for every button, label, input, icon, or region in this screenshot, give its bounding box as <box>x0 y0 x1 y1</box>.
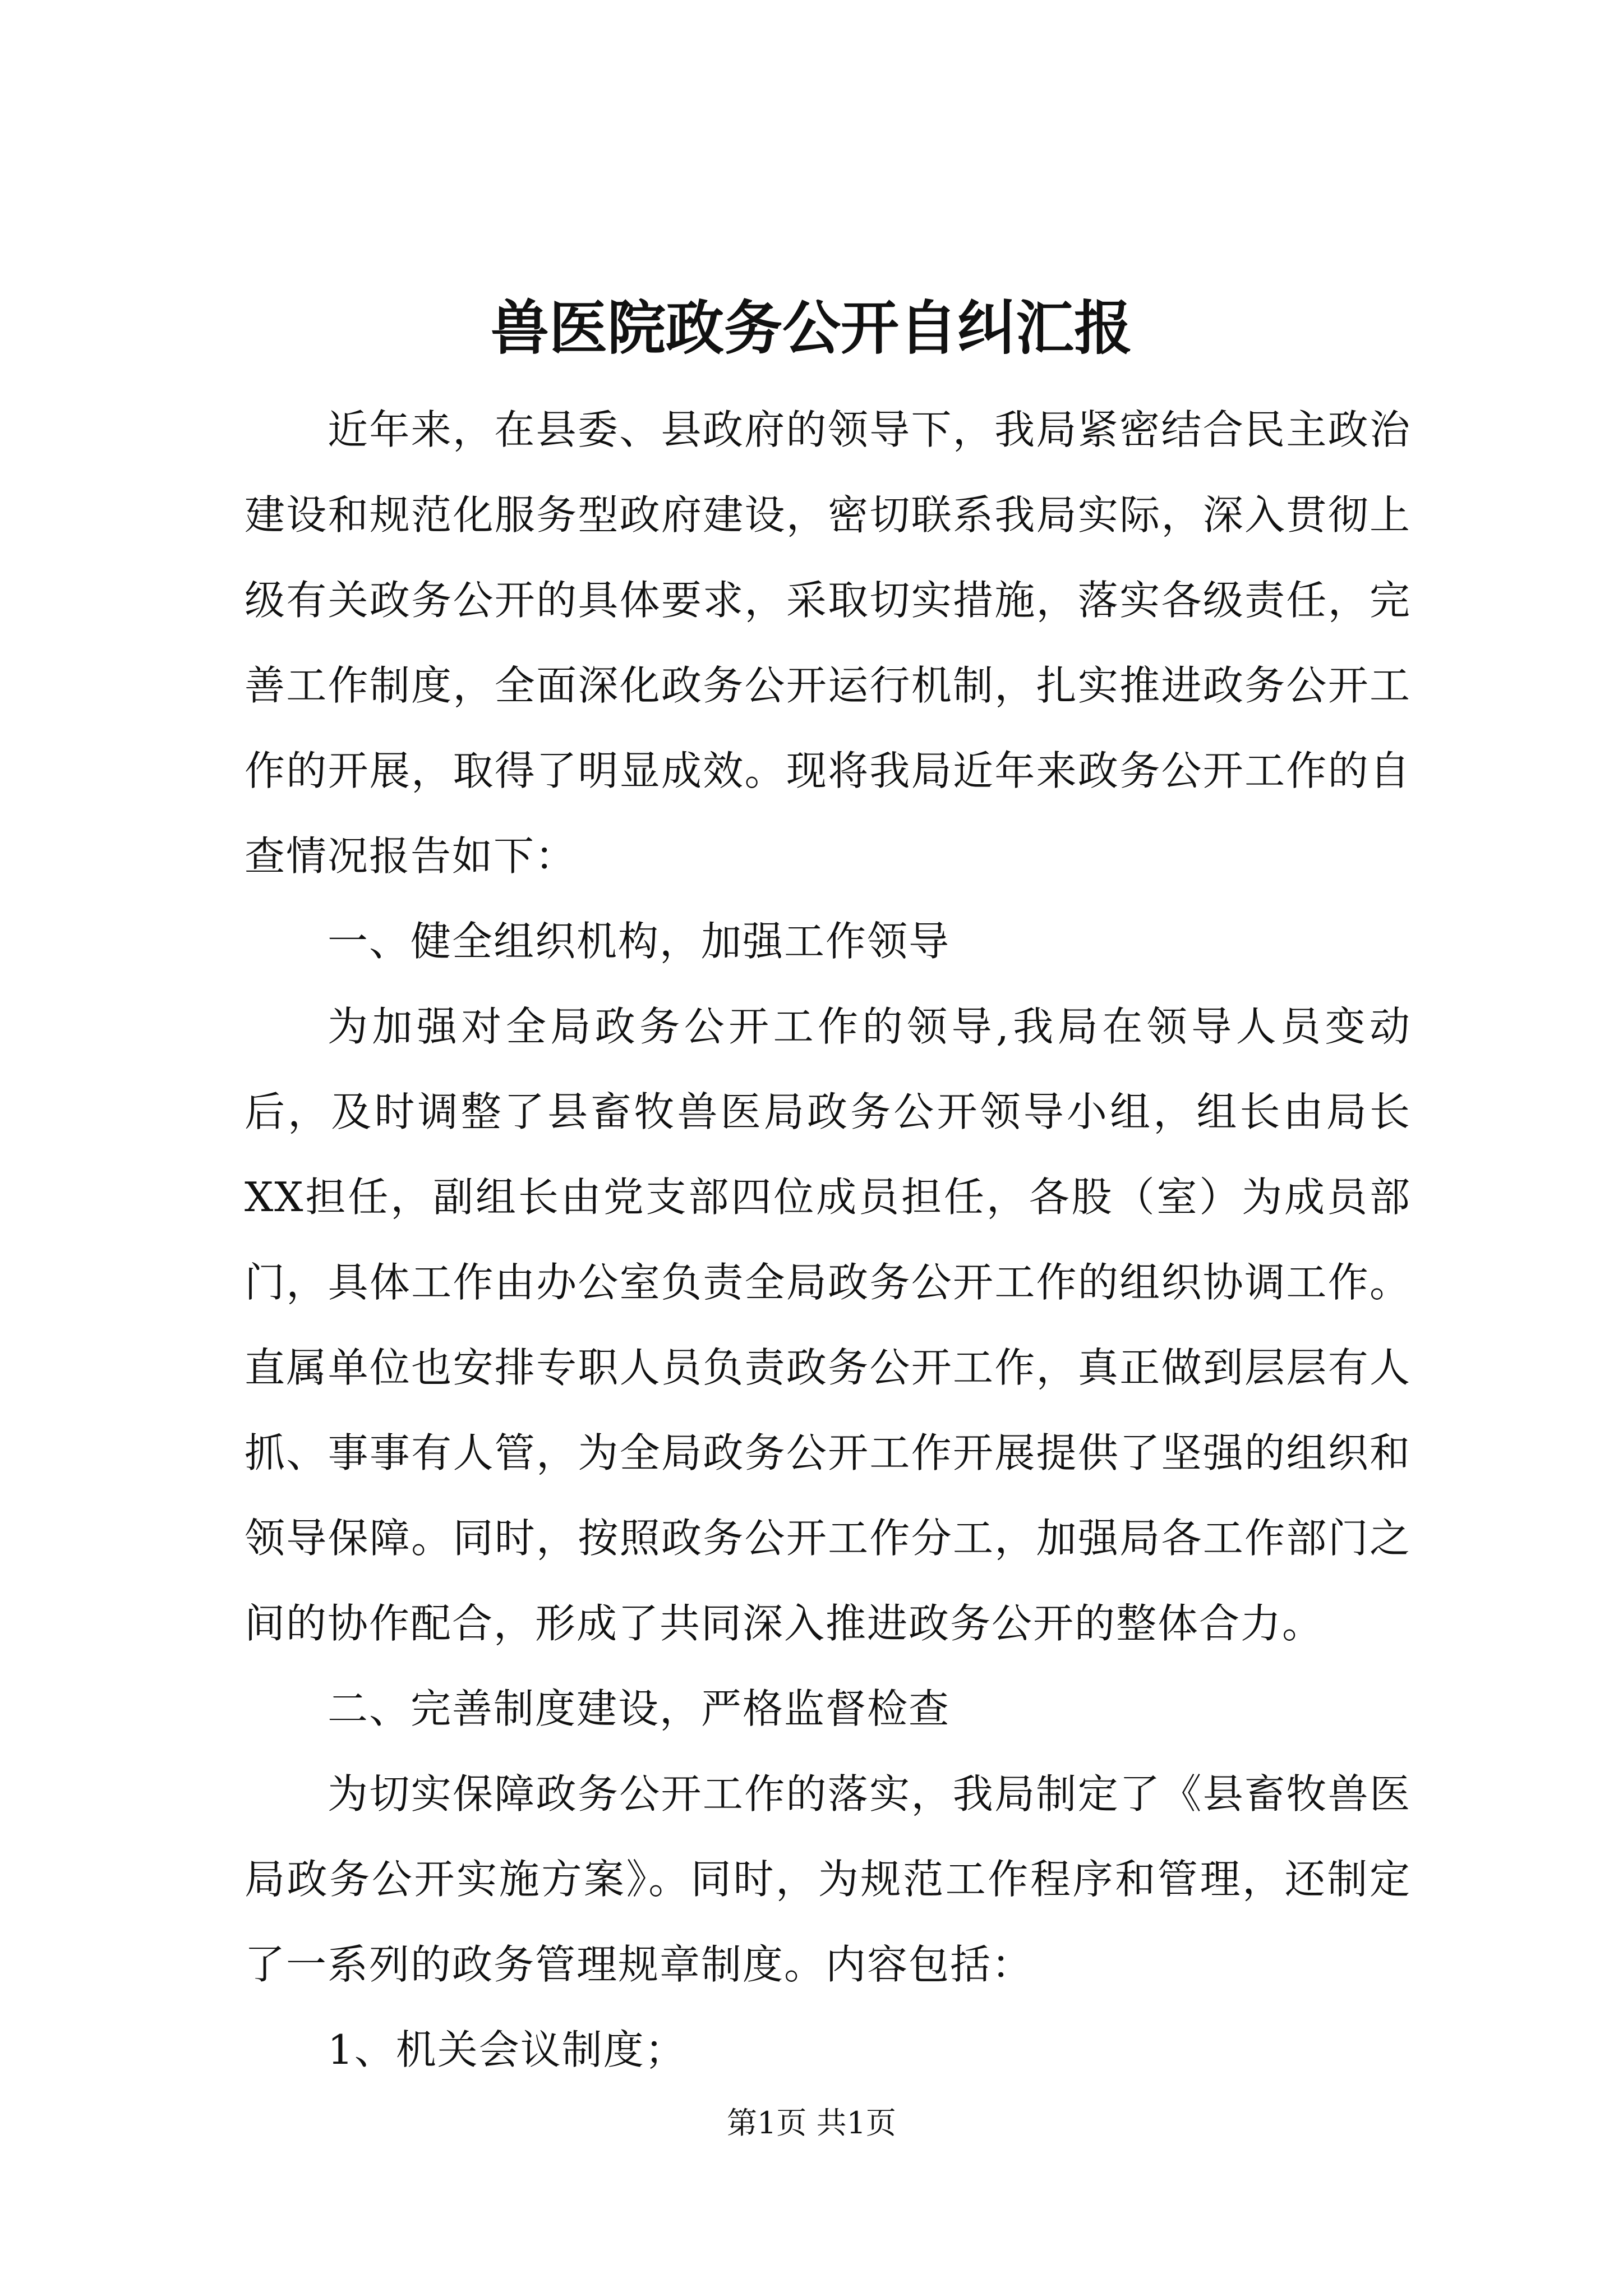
list-item-1: 1、机关会议制度； <box>328 2026 686 2073</box>
section-heading-2: 二、完善制度建设，严格监督检查 <box>328 1685 951 1732</box>
document-body <box>245 387 1411 2092</box>
section-heading-1: 一、健全组织机构，加强工作领导 <box>328 918 951 965</box>
paragraph-intro: 近年来，在县委、县政府的领导下，我局紧密结合民主政治建设和规范化服务型政府建设，密切联系我局实际，深入贯彻上级有关政务公开的具体要求，采取切实措施，落实各级责任，完善工作制度，全面深化政务公开运行机制，扎实推进政务公开工作的开展，取得了明显成效。现将我局近年来政务公开工作的自查情况报告如下： <box>245 406 1411 880</box>
paragraph-section-1: 为加强对全局政务公开工作的领导,我局在领导人员变动后，及时调整了县畜牧兽医局政务公开领导小组，组长由局长XX担任，副组长由党支部四位成员担任，各股（室）为成员部门，具体工作由办公室负责全局政务公开工作的组织协调工作。直属单位也安排专职人员负责政务公开工作，真正做到层层有人抓、事事有人管，为全局政务公开工作开展提供了坚强的组织和领导保障。同时，按照政务公开工作分工，加强局各工作部门之间的协作配合，形成了共同深入推进政务公开的整体合力。 <box>245 1003 1411 1647</box>
page-footer: 第1页 共1页 <box>727 2105 896 2141</box>
paragraph-section-2: 为切实保障政务公开工作的落实，我局制定了《县畜牧兽医局政务公开实施方案》。同时，为规范工作程序和管理，还制定了一系列的政务管理规章制度。内容包括： <box>245 1770 1411 1988</box>
document-title: 兽医院政务公开自纠汇报 <box>490 293 1132 362</box>
